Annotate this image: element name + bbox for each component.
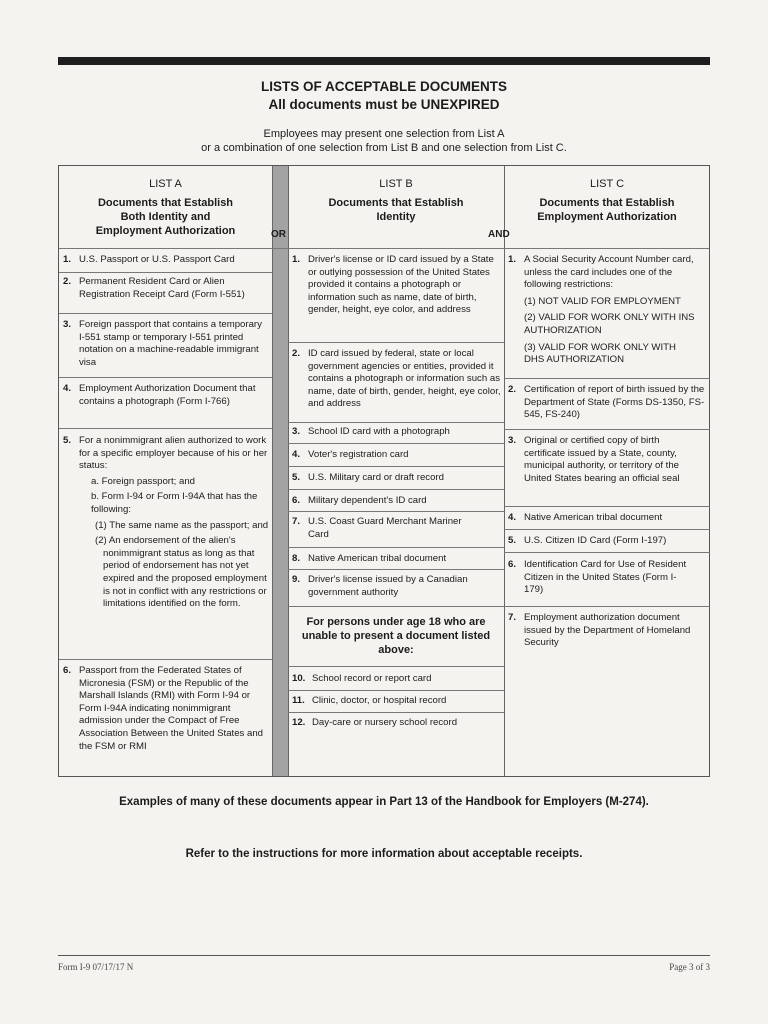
list-b-minor-item <box>288 695 504 708</box>
page-title: LISTS OF ACCEPTABLE DOCUMENTS <box>261 79 507 94</box>
list-a-header <box>59 178 272 238</box>
item-text: Employment authorization document issued by the Department of Homeland Security <box>524 612 691 649</box>
list-a-item <box>59 254 272 267</box>
row-divider <box>288 489 504 490</box>
row-divider <box>504 506 710 507</box>
item-text: Day-care or nursery school record <box>312 717 458 728</box>
page-subtitle: All documents must be UNEXPIRED <box>268 97 500 112</box>
item-text: Permanent Resident Card or Alien Registration Receipt Card (Form I-551) <box>79 276 245 300</box>
item-number: 10. <box>292 673 306 684</box>
item-number: 4. <box>63 383 72 394</box>
minors-heading: For persons under age 18 who are unable to present a document listed above: <box>301 616 491 656</box>
item-text: U.S. Coast Guard Merchant Mariner Card <box>308 516 462 540</box>
list-c-item <box>504 384 710 422</box>
item-number: 2. <box>292 348 301 359</box>
item-text: Driver's license issued by a Canadian government authority <box>308 574 468 598</box>
footer-rule <box>58 955 710 956</box>
item-number: 6. <box>508 559 517 570</box>
row-divider <box>288 569 504 570</box>
documents-table <box>58 165 710 777</box>
row-divider <box>504 606 710 607</box>
item-number: 2. <box>508 384 517 395</box>
list-a-heading: Documents that Establish Both Identity and Employment Authorization <box>95 197 236 237</box>
restriction: (1) NOT VALID FOR EMPLOYMENT <box>524 295 681 307</box>
list-a-item <box>59 435 272 611</box>
item-number: 3. <box>292 426 301 437</box>
item-text: Certification of report of birth issued by the Department of State (Forms DS-1350, FS-545, FS-240) <box>524 384 705 421</box>
item-number: 7. <box>508 612 517 623</box>
list-a-name: LIST A <box>149 178 182 190</box>
row-divider <box>288 606 504 607</box>
item-number: 1. <box>508 254 517 265</box>
row-divider <box>288 443 504 444</box>
item-text: U.S. Passport or U.S. Passport Card <box>79 254 235 265</box>
item-number: 6. <box>292 495 301 506</box>
or-separator-bar <box>272 166 288 776</box>
row-divider <box>288 666 504 667</box>
intro-text <box>0 127 768 155</box>
item-text: A Social Security Account Number card, unless the card includes one of the following restrictions: <box>524 254 694 291</box>
row-divider <box>504 552 710 553</box>
receipts-note: Refer to the instructions for more information about acceptable receipts. <box>185 848 583 860</box>
item-number: 1. <box>292 254 301 265</box>
item-text: Employment Authorization Document that contains a photograph (Form I-766) <box>79 383 256 407</box>
row-divider <box>59 272 272 273</box>
item-text: Passport from the Federated States of Micronesia (FSM) or the Republic of the Marshall Islands (RMI) with Form I-94 or Form I-94A indicating nonimmigrant admission under the Compact of Free Association Between the United States and the FSM or RMI <box>79 665 263 752</box>
intro-line-1: Employees may present one selection from List A <box>263 128 505 140</box>
list-b-minor-item <box>288 673 504 686</box>
list-b-header <box>288 178 504 224</box>
list-c-item <box>504 559 710 597</box>
list-b-item <box>288 472 504 485</box>
row-divider <box>59 313 272 314</box>
row-divider <box>59 659 272 660</box>
list-a-item <box>59 276 272 301</box>
item-text: Native American tribal document <box>308 553 447 564</box>
row-divider <box>288 342 504 343</box>
list-b-item <box>288 348 504 411</box>
sub-item: a. Foreign passport; and <box>91 475 195 487</box>
column-divider <box>272 166 273 776</box>
row-divider <box>288 690 504 691</box>
item-text: School record or report card <box>312 673 432 684</box>
item-number: 8. <box>292 553 301 564</box>
list-b-item <box>288 574 504 599</box>
item-number: 5. <box>508 535 517 546</box>
list-b-item <box>288 553 504 566</box>
list-c-name: LIST C <box>589 178 625 190</box>
item-number: 3. <box>508 435 517 446</box>
list-b-minor-item <box>288 717 504 730</box>
row-divider <box>288 712 504 713</box>
item-text: School ID card with a photograph <box>308 426 450 437</box>
item-number: 5. <box>292 472 301 483</box>
item-number: 12. <box>292 717 306 728</box>
form-id: Form I-9 07/17/17 N <box>58 962 134 972</box>
sub-item: (2) An endorsement of the alien's nonimmigrant status as long as that period of endorsement has not yet expired and the proposed employment is not in conflict with any restrictions or limitations identified on the form. <box>95 535 267 610</box>
intro-line-2: or a combination of one selection from List B and one selection from List C. <box>201 142 567 154</box>
list-c-item <box>504 512 710 525</box>
list-b-name: LIST B <box>379 178 413 190</box>
item-number: 4. <box>292 449 301 460</box>
row-divider <box>59 377 272 378</box>
item-number: 1. <box>63 254 72 265</box>
and-connector: AND <box>488 229 510 240</box>
item-text: Identification Card for Use of Resident Citizen in the United States (Form I-179) <box>524 559 687 596</box>
item-text: U.S. Citizen ID Card (Form I-197) <box>524 535 667 546</box>
list-b-item <box>288 426 504 439</box>
handbook-note: Examples of many of these documents appear in Part 13 of the Handbook for Employers (M-274). <box>119 796 649 808</box>
list-b-item <box>288 495 504 508</box>
list-c-item <box>504 612 710 650</box>
restriction: (2) VALID FOR WORK ONLY WITH INS AUTHORIZATION <box>524 312 695 336</box>
row-divider <box>288 422 504 423</box>
list-c-header <box>504 178 710 224</box>
list-a-item <box>59 665 272 753</box>
item-text: Military dependent's ID card <box>308 495 427 506</box>
list-a-item <box>59 383 272 408</box>
item-text: ID card issued by federal, state or local government agencies or entities, provided it contains a photograph or information such as name, date of birth, gender, height, eye color, and address <box>308 348 501 410</box>
sub-item: b. Form I-94 or Form I-94A that has the following: <box>91 491 258 515</box>
page-number: Page 3 of 3 <box>669 962 710 972</box>
item-number: 5. <box>63 435 72 446</box>
item-text: For a nonimmigrant alien authorized to work for a specific employer because of his or her status: <box>79 435 268 472</box>
list-c-item <box>504 535 710 548</box>
item-text: Clinic, doctor, or hospital record <box>312 695 447 706</box>
row-divider <box>288 511 504 512</box>
item-number: 6. <box>63 665 72 676</box>
list-c-heading: Documents that Establish Employment Authorization <box>537 197 677 223</box>
or-connector: OR <box>271 229 286 240</box>
sub-item: (1) The same name as the passport; and <box>95 519 269 531</box>
row-divider <box>504 429 710 430</box>
list-b-item <box>288 449 504 462</box>
list-a-item <box>59 319 272 369</box>
item-number: 9. <box>292 574 301 585</box>
list-b-item <box>288 254 504 317</box>
item-number: 4. <box>508 512 517 523</box>
row-divider <box>504 378 710 379</box>
item-text: Original or certified copy of birth certificate issued by a State, county, municipal authority, or territory of the United States bearing an official seal <box>524 435 680 484</box>
top-rule <box>58 57 710 65</box>
item-number: 11. <box>292 695 305 706</box>
list-c-item <box>504 435 710 485</box>
item-text: Native American tribal document <box>524 512 663 523</box>
item-number: 2. <box>63 276 72 287</box>
row-divider <box>288 466 504 467</box>
row-divider <box>288 547 504 548</box>
restriction: (3) VALID FOR WORK ONLY WITH DHS AUTHORIZATION <box>524 341 676 366</box>
row-divider <box>59 428 272 429</box>
item-text: Foreign passport that contains a temporary I-551 stamp or temporary I-551 printed notation on a machine-readable immigrant visa <box>79 319 262 368</box>
list-b-item <box>288 516 504 541</box>
item-number: 3. <box>63 319 72 330</box>
list-c-item <box>504 254 710 367</box>
item-number: 7. <box>292 516 301 527</box>
list-b-heading: Documents that Establish Identity <box>328 197 464 223</box>
item-text: Voter's registration card <box>308 449 409 460</box>
header-divider <box>59 248 709 249</box>
item-text: U.S. Military card or draft record <box>308 472 444 483</box>
row-divider <box>504 529 710 530</box>
item-text: Driver's license or ID card issued by a State or outlying possession of the United States provided it contains a photograph or information such as name, date of birth, gender, height, eye color, and address <box>308 254 494 316</box>
